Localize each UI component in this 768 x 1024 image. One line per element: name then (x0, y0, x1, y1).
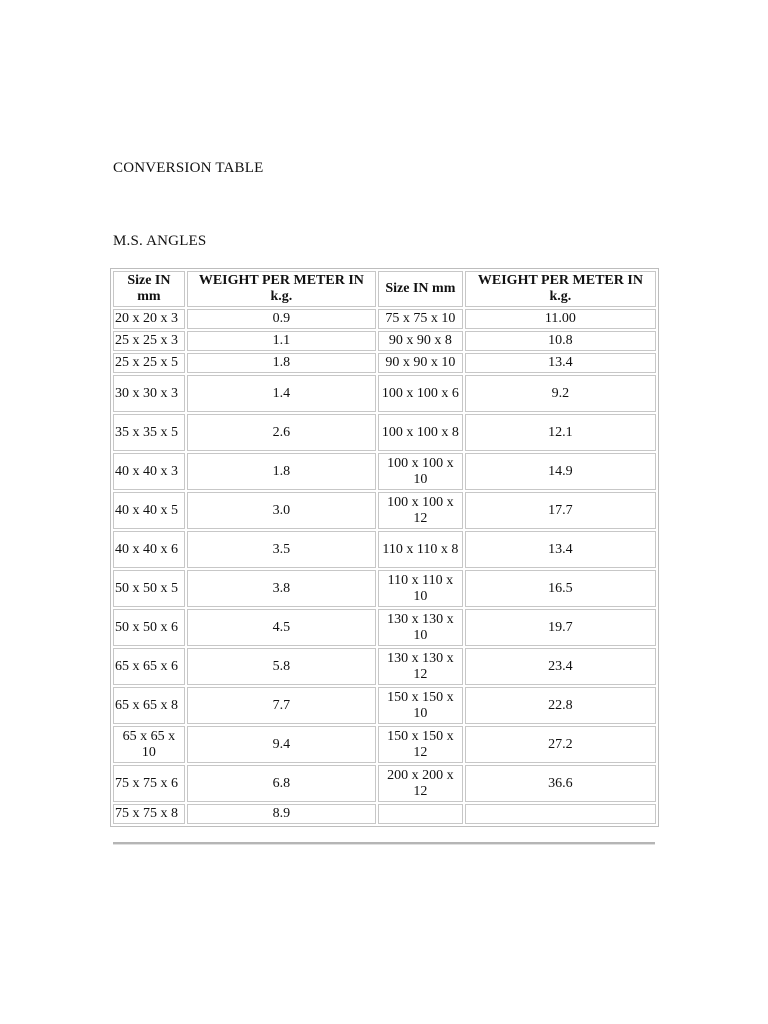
table-row (113, 353, 656, 373)
size-cell: 75 x 75 x 6 (113, 765, 185, 802)
weight-cell: 11.00 (465, 309, 656, 329)
weight-cell: 9.2 (465, 375, 656, 412)
table-row (113, 453, 656, 490)
size-cell: 130 x 130 x 10 (378, 609, 463, 646)
size-cell: 150 x 150 x 12 (378, 726, 463, 763)
horizontal-rule (113, 842, 655, 845)
weight-cell: 36.6 (465, 765, 656, 802)
weight-cell: 3.8 (187, 570, 376, 607)
weight-cell: 22.8 (465, 687, 656, 724)
weight-cell: 1.1 (187, 331, 376, 351)
size-cell: 90 x 90 x 8 (378, 331, 463, 351)
weight-cell: 17.7 (465, 492, 656, 529)
weight-cell: 14.9 (465, 453, 656, 490)
header-size-right: Size IN mm (378, 271, 463, 307)
weight-cell: 5.8 (187, 648, 376, 685)
table-row (113, 531, 656, 568)
size-cell: 40 x 40 x 6 (113, 531, 185, 568)
size-cell: 40 x 40 x 5 (113, 492, 185, 529)
size-cell (378, 804, 463, 824)
size-cell: 110 x 110 x 8 (378, 531, 463, 568)
table-row (113, 331, 656, 351)
section-title: M.S. ANGLES (113, 233, 207, 249)
size-cell: 40 x 40 x 3 (113, 453, 185, 490)
size-cell: 25 x 25 x 5 (113, 353, 185, 373)
weight-cell: 16.5 (465, 570, 656, 607)
size-cell: 50 x 50 x 6 (113, 609, 185, 646)
table-row (113, 492, 656, 529)
weight-cell (465, 804, 656, 824)
header-weight-left: WEIGHT PER METER IN k.g. (187, 271, 376, 307)
size-cell: 75 x 75 x 8 (113, 804, 185, 824)
size-cell: 100 x 100 x 8 (378, 414, 463, 451)
size-cell: 110 x 110 x 10 (378, 570, 463, 607)
weight-cell: 1.8 (187, 353, 376, 373)
size-cell: 25 x 25 x 3 (113, 331, 185, 351)
weight-cell: 3.5 (187, 531, 376, 568)
table-row (113, 309, 656, 329)
weight-cell: 23.4 (465, 648, 656, 685)
weight-cell: 0.9 (187, 309, 376, 329)
conversion-table (110, 268, 659, 827)
weight-cell: 3.0 (187, 492, 376, 529)
size-cell: 150 x 150 x 10 (378, 687, 463, 724)
weight-cell: 10.8 (465, 331, 656, 351)
size-cell: 100 x 100 x 10 (378, 453, 463, 490)
weight-cell: 1.4 (187, 375, 376, 412)
table-row (113, 414, 656, 451)
size-cell: 90 x 90 x 10 (378, 353, 463, 373)
table-row (113, 804, 656, 824)
table-row (113, 375, 656, 412)
table-row (113, 570, 656, 607)
size-cell: 100 x 100 x 12 (378, 492, 463, 529)
size-cell: 30 x 30 x 3 (113, 375, 185, 412)
size-cell: 130 x 130 x 12 (378, 648, 463, 685)
table-row (113, 609, 656, 646)
size-cell: 65 x 65 x 10 (113, 726, 185, 763)
size-cell: 65 x 65 x 6 (113, 648, 185, 685)
size-cell: 200 x 200 x 12 (378, 765, 463, 802)
weight-cell: 13.4 (465, 531, 656, 568)
weight-cell: 4.5 (187, 609, 376, 646)
weight-cell: 7.7 (187, 687, 376, 724)
header-weight-right: WEIGHT PER METER IN k.g. (465, 271, 656, 307)
weight-cell: 2.6 (187, 414, 376, 451)
weight-cell: 13.4 (465, 353, 656, 373)
size-cell: 75 x 75 x 10 (378, 309, 463, 329)
weight-cell: 9.4 (187, 726, 376, 763)
table-row (113, 726, 656, 763)
size-cell: 65 x 65 x 8 (113, 687, 185, 724)
size-cell: 20 x 20 x 3 (113, 309, 185, 329)
page-title: CONVERSION TABLE (113, 160, 264, 176)
weight-cell: 8.9 (187, 804, 376, 824)
size-cell: 100 x 100 x 6 (378, 375, 463, 412)
weight-cell: 19.7 (465, 609, 656, 646)
size-cell: 50 x 50 x 5 (113, 570, 185, 607)
table-header-row (113, 271, 656, 307)
table-row (113, 765, 656, 802)
table-row (113, 687, 656, 724)
size-cell: 35 x 35 x 5 (113, 414, 185, 451)
weight-cell: 1.8 (187, 453, 376, 490)
table-row (113, 648, 656, 685)
weight-cell: 6.8 (187, 765, 376, 802)
header-size-left: Size IN mm (113, 271, 185, 307)
weight-cell: 12.1 (465, 414, 656, 451)
weight-cell: 27.2 (465, 726, 656, 763)
